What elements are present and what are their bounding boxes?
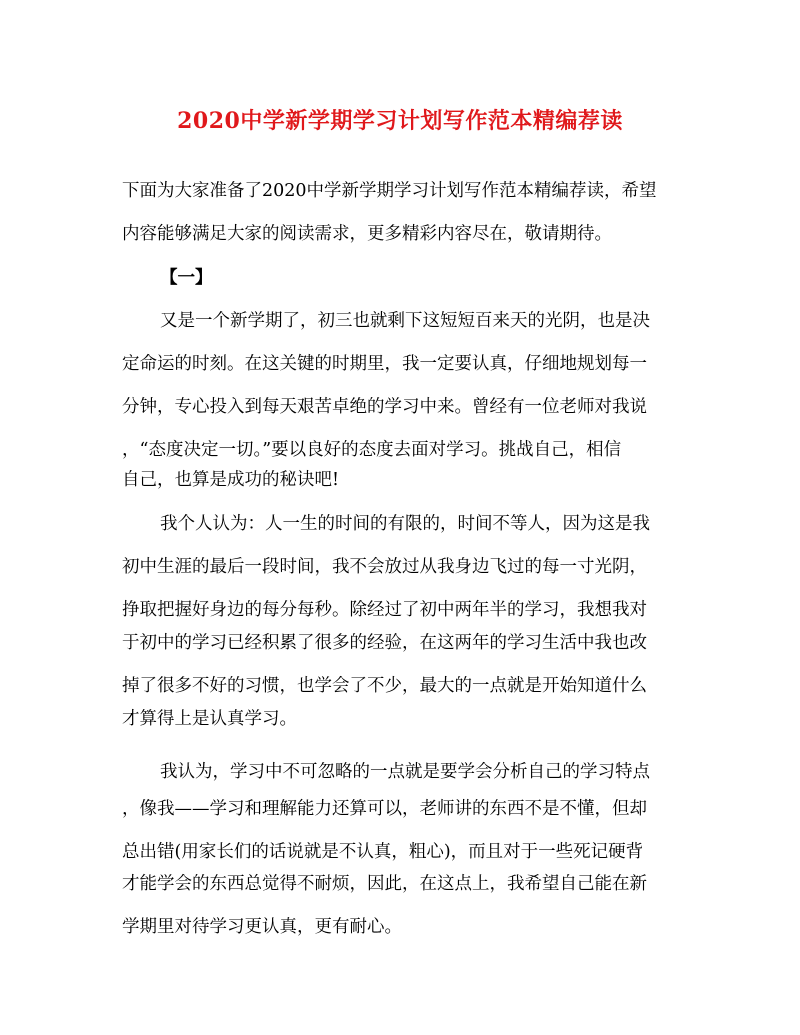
paragraph-line: 挣取把握好身边的每分每秒。除经过了初中两年半的学习，我想我对: [122, 600, 647, 620]
paragraph-line: 又是一个新学期了，初三也就剩下这短短百来天的光阴，也是决: [160, 311, 650, 331]
paragraph-line: 于初中的学习已经积累了很多的经验，在这两年的学习生活中我也改: [122, 633, 647, 653]
paragraph-line: 内容能够满足大家的阅读需求，更多精彩内容尽在，敬请期待。: [122, 224, 612, 244]
paragraph-line: 初中生涯的最后一段时间，我不会放过从我身边飞过的每一寸光阴，: [122, 557, 647, 577]
paragraph-line: 分钟，专心投入到每天艰苦卓绝的学习中来。曾经有一位老师对我说: [122, 397, 647, 417]
paragraph-line: 才算得上是认真学习。: [122, 709, 297, 729]
document-title: 2020中学新学期学习计划写作范本精编荐读: [177, 108, 623, 134]
paragraph-line: 定命运的时刻。在这关键的时期里，我一定要认真，仔细地规划每一: [122, 354, 647, 374]
paragraph-line: 下面为大家准备了2020中学新学期学习计划写作范本精编荐读，希望: [122, 181, 657, 201]
paragraph-line: 自己，也算是成功的秘诀吧!: [122, 470, 340, 490]
section-heading: 【一】: [160, 268, 213, 288]
paragraph-line: 总出错(用家长们的话说就是不认真，粗心)，而且对于一些死记硬背: [122, 842, 644, 862]
paragraph-line: ，像我——学习和理解能力还算可以，老师讲的东西不是不懂，但却: [122, 799, 647, 819]
paragraph-line: 我个人认为：人一生的时间的有限的，时间不等人，因为这是我: [160, 514, 650, 534]
paragraph-line: 我认为，学习中不可忽略的一点就是要学会分析自己的学习特点: [160, 762, 650, 782]
paragraph-line: ，“态度决定一切。”要以良好的态度去面对学习。挑战自己，相信: [122, 440, 622, 460]
paragraph-line: 掉了很多不好的习惯，也学会了不少，最大的一点就是开始知道什么: [122, 676, 647, 696]
paragraph-line: 才能学会的东西总觉得不耐烦，因此，在这点上，我希望自己能在新: [122, 874, 647, 894]
paragraph-line: 学期里对待学习更认真，更有耐心。: [122, 917, 402, 937]
